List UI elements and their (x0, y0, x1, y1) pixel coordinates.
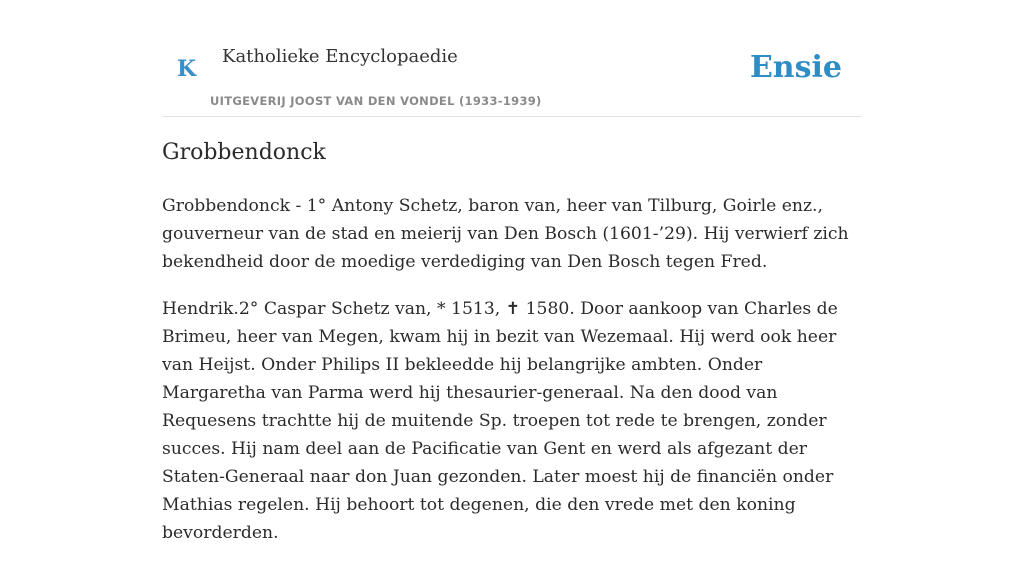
publisher-subtitle: UITGEVERIJ JOOST VAN DEN VONDEL (1933-1939) (210, 94, 542, 108)
entry-title: Grobbendonck (162, 140, 326, 165)
encyclopedia-title[interactable]: Katholieke Encyclopaedie (222, 46, 458, 67)
entry-paragraph-2: Hendrik.2° Caspar Schetz van, * 1513, ✝ 1580. Door aankoop van Charles de Brimeu, heer van Megen, kwam hij in bezit van Wezemaal. Hij werd ook heer van Heijst. Onder Philips II bekleedde hij belangrijke ambten. Onder Margaretha van Parma werd hij thesaurier-generaal. Na den dood van Requesens trachtte hij de muitende Sp. troepen tot rede te brengen, zonder succes. Hij nam deel aan de Pacificatie van Gent en werd als afgezant der Staten-Generaal naar don Juan gezonden. Later moest hij de financiën onder Mathias regelen. Hij behoort tot degenen, die den vrede met den koning bevorderden. (162, 299, 838, 543)
site-header (162, 0, 862, 117)
entry-content (162, 192, 862, 566)
ensie-brand-logo[interactable]: Ensie (749, 50, 842, 85)
encyclopedia-logo[interactable]: K (177, 56, 197, 82)
entry-paragraph-1: Grobbendonck - 1° Antony Schetz, baron van, heer van Tilburg, Goirle enz., gouverneur van de stad en meierij van Den Bosch (1601-’29). Hij verwierf zich bekendheid door de moedige verdediging van Den Bosch tegen Fred. (162, 196, 849, 272)
